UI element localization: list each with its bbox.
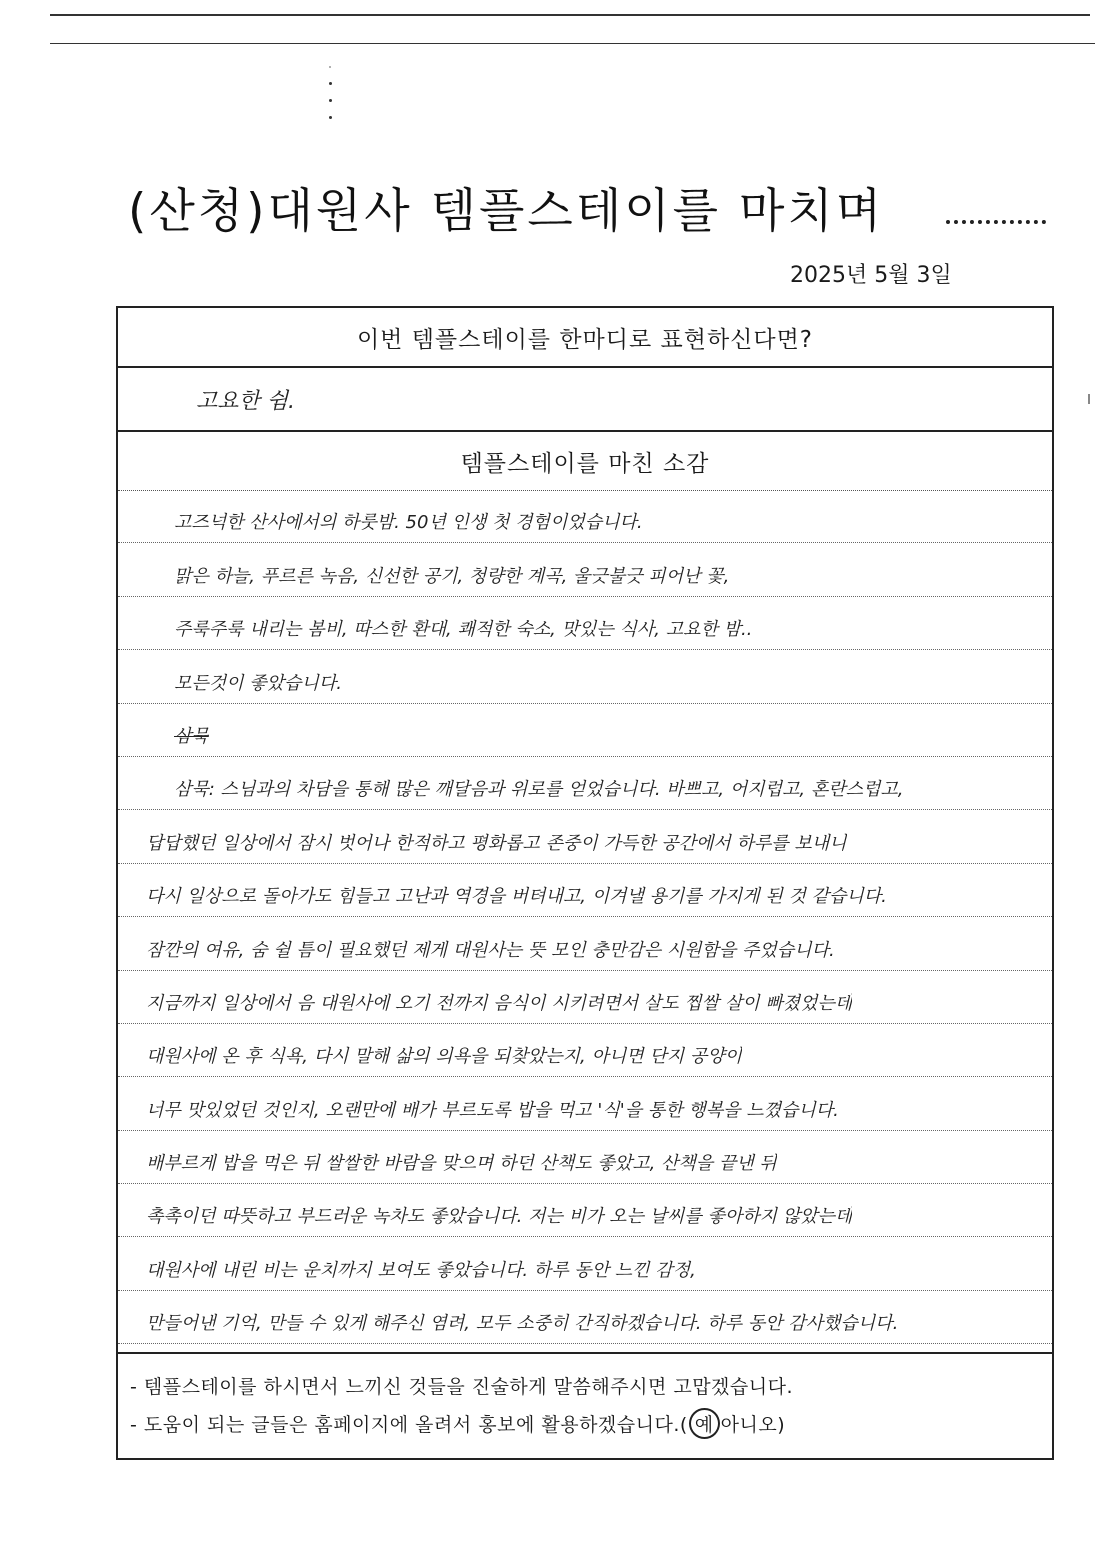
line-text: 주룩주룩 내리는 봄비, 따스한 환대, 쾌적한 숙소, 맛있는 식사, 고요한 밤.. xyxy=(174,619,753,641)
handwritten-line xyxy=(118,1291,1052,1344)
line-text: 만들어낸 기억, 만들 수 있게 해주신 염려, 모두 소중히 간직하겠습니다. 하루 동안 감사했습니다. xyxy=(146,1313,899,1335)
handwritten-line xyxy=(118,917,1052,970)
line-text: 대원사에 온 후 식욕, 다시 말해 삶의 의욕을 되찾았는지, 아니면 단지 공양이 xyxy=(146,1046,743,1068)
form-footer xyxy=(118,1352,1052,1460)
date: 2025년 5월 3일 xyxy=(790,263,952,288)
handwritten-line xyxy=(118,597,1052,650)
top-rule xyxy=(50,14,1090,16)
line-text: 배부르게 밥을 먹은 뒤 쌀쌀한 바람을 맞으며 하던 산책도 좋았고, 산책을 끝낸 뒤 xyxy=(146,1153,777,1175)
handwritten-line xyxy=(118,1077,1052,1130)
form-frame xyxy=(116,306,1054,1460)
handwritten-line xyxy=(118,704,1052,757)
question-answer-row xyxy=(118,366,1052,432)
consent-no-option[interactable]: 아니오) xyxy=(720,1414,786,1436)
scan-marks xyxy=(329,66,333,133)
consent-text: - 도움이 되는 글들은 홈페이지에 올려서 홍보에 활용하겠습니다.( xyxy=(130,1414,688,1436)
page-title: (산청)대원사 템플스테이를 마치며 xyxy=(128,184,885,239)
handwritten-line xyxy=(118,864,1052,917)
line-text: 너무 맛있었던 것인지, 오랜만에 배가 부르도록 밥을 먹고 '식'을 통한 행복을 느꼈습니다. xyxy=(146,1099,839,1121)
impressions-label: 템플스테이를 마친 소감 xyxy=(460,450,710,477)
scan-mark xyxy=(1088,394,1090,404)
title-trailing-dots xyxy=(946,220,1046,230)
handwritten-line xyxy=(118,650,1052,703)
line-text: 답답했던 일상에서 잠시 벗어나 한적하고 평화롭고 존중이 가득한 공간에서 하루를 보내니 xyxy=(146,832,847,854)
line-text: 다시 일상으로 돌아가도 힘들고 고난과 역경을 버텨내고, 이겨낼 용기를 가지게 된 것 같습니다. xyxy=(146,886,887,908)
impressions-lines xyxy=(118,490,1052,1344)
footer-note-consent xyxy=(130,1408,785,1439)
line-text: 맑은 하늘, 푸르른 녹음, 신선한 공기, 청량한 계곡, 울긋불긋 피어난 꽃, xyxy=(174,565,730,587)
line-text: 촉촉이던 따뜻하고 부드러운 녹차도 좋았습니다. 저는 비가 오는 날씨를 좋아하지 않았는데 xyxy=(146,1206,853,1228)
question-header xyxy=(118,308,1052,368)
handwritten-line xyxy=(118,1131,1052,1184)
consent-yes-option[interactable]: 예 xyxy=(689,1408,720,1439)
line-text: 삼묵: 스님과의 차담을 통해 많은 깨달음과 위로를 얻었습니다. 바쁘고, 어지럽고, 혼란스럽고, xyxy=(174,779,904,801)
question-answer: 고요한 쉼. xyxy=(196,389,295,414)
handwritten-line xyxy=(118,810,1052,863)
handwritten-line xyxy=(118,543,1052,596)
line-text: 삼묵 xyxy=(174,725,209,747)
question-label: 이번 템플스테이를 한마디로 표현하신다면? xyxy=(356,326,814,353)
handwritten-line xyxy=(118,971,1052,1024)
handwritten-line xyxy=(118,1184,1052,1237)
handwritten-line xyxy=(118,1024,1052,1077)
line-text: 지금까지 일상에서 음 대원사에 오기 전까지 음식이 시키려면서 살도 찝쌀 살이 빠졌었는데 xyxy=(146,992,853,1014)
handwritten-line xyxy=(118,490,1052,543)
line-text: 대원사에 내린 비는 운치까지 보여도 좋았습니다. 하루 동안 느낀 감정, xyxy=(146,1259,696,1281)
footer-note-honest: - 템플스테이를 하시면서 느끼신 것들을 진술하게 말씀해주시면 고맙겠습니다. xyxy=(130,1376,794,1398)
line-text: 모든것이 좋았습니다. xyxy=(174,672,342,694)
handwritten-line xyxy=(118,757,1052,810)
impressions-header xyxy=(118,432,1052,491)
handwritten-line xyxy=(118,1237,1052,1290)
line-text: 고즈넉한 산사에서의 하룻밤. 50년 인생 첫 경험이었습니다. xyxy=(174,512,643,534)
line-text: 잠깐의 여유, 숨 쉴 틈이 필요했던 제게 대원사는 뜻 모인 충만감은 시원함을 주었습니다. xyxy=(146,939,835,961)
top-rule-secondary xyxy=(50,43,1095,44)
